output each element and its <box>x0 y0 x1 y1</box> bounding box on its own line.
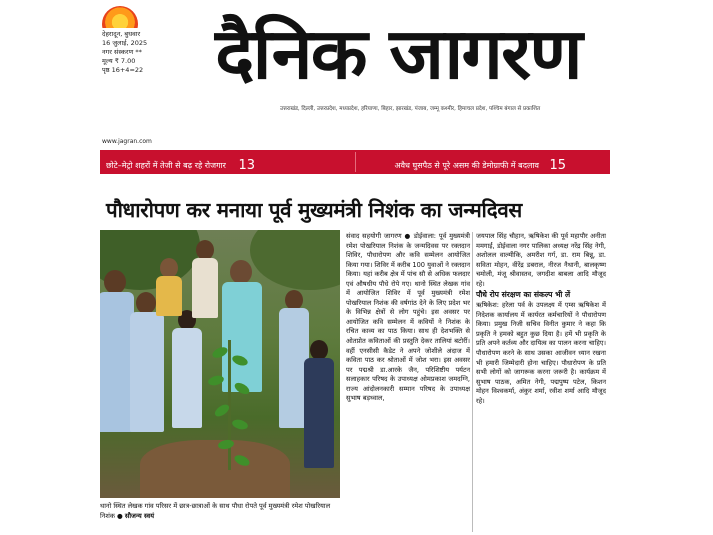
editions-line: उत्तराखंड, दिल्ली, उत्तरप्रदेश, मध्यप्रदेश, हरियाणा, बिहार, झारखंड, पंजाब, जम्मू कश्मीर, हिमाचल प्रदेश, पश्चिम बंगाल से प्रकाशित <box>280 106 541 112</box>
newspaper-page <box>100 0 610 535</box>
teaser-left <box>106 157 255 172</box>
sun-logo-icon <box>102 6 138 28</box>
article-body-1: संवाद सहयोगी जागरण ● डोईवाला: पूर्व मुख्यमंत्री रमेश पोखरियाल निशंक के जन्मदिवस पर रक्तदान शिविर, पौधारोपण और कवि सम्मेलन आयोजित किया गया। शिविर में करीब 100 युवाओं ने रक्तदान किया। यहां करीब क्षेत्र में पांच सौ से अधिक फलदार एवं औषधीय पौधे रोपे गए। थानो स्थित लेखक गांव में आयोजित शिविर में पूर्व मुख्यमंत्री रमेश पोखरियाल निशंक की वर्षगांठ देने के लिए प्रदेश भर के विभिन्न क्षेत्रों से लोग पहुंचे। इस अवसर पर आयोजित कवि सम्मेलन में कवियों ने निशंक के रचित काव्य का पाठ किया। साथ ही देशभक्ति से ओतप्रोत कविताओं की प्रस्तुति देकर तालियां बटोरीं। वहीं एनसीसी कैडेट ने अपने जोशीले अंदाज में कविता पाठ कर श्रोताओं में जोश भरा। इस अवसर पर पद्मश्री डा.आरके जैन, परिशिष्टीय पर्यटन सलाहकार परिषद के उपाध्यक्ष ओमप्रकाश जमदग्नि, राज्य आंदोलनकारी सम्मान परिषद के उपाध्यक्ष सुभाष बड़थ्वाल, <box>346 232 470 403</box>
caption-credit: सौजन्य स्वयं <box>124 511 155 520</box>
column-divider <box>472 232 473 532</box>
website-url: www.jagran.com <box>102 138 152 145</box>
band-divider <box>355 152 356 172</box>
teaser-band <box>100 150 610 174</box>
date: 16 जुलाई, 2025 <box>102 39 148 47</box>
teaser-left-text: छोटे–मेट्रो शहरों में तेजी से बढ़ रहे रोजगार <box>106 161 226 170</box>
article-headline: पौधारोपण कर मनाया पूर्व मुख्यमंत्री निशंक का जन्मदिवस <box>106 198 522 222</box>
article-body-3: ऋषिकेश: हरेला पर्व के उपलक्ष्य में एम्स ऋषिकेश में निदेशक कार्यालय में कार्यरत कर्मचारियों ने पौधारोपण किया। प्रमुख निजी सचिव विनीत कुमार ने कहा कि प्रकृति ने हमको बहुत कुछ दिया है। हमें भी प्रकृति के प्रति अपने कर्तव्य और दायित्व का पालन करना चाहिए। पौधारोपण करने के साथ उसका आजीवन ध्यान रखना भी हमारी जिम्मेदारी होना चाहिए। पौधारोपण के प्रति सभी लोगों को जागरूक करना जरूरी है। कार्यक्रम में सुभाष पाठक, अमित नेगी, पद्मपुष्प पटेल, किशन मोहन विश्वकर्मा, अंकुर शर्मा, रवीश शर्मा आदि मौजूद रहे। <box>476 301 606 405</box>
date-city: देहरादून, बुधवार <box>102 30 141 38</box>
page-count: पृष्ठ 16+4=22 <box>102 66 144 74</box>
dateline <box>102 30 182 75</box>
article-column-2 <box>476 232 606 406</box>
teaser-right <box>395 157 567 172</box>
photo-caption <box>100 502 346 521</box>
plantation-photo <box>100 230 340 498</box>
article-subhead: पौधे रोप संरक्षण का संकल्प भी लें <box>476 290 571 300</box>
teaser-right-page: 15 <box>549 158 566 173</box>
article-column-1 <box>346 232 470 404</box>
edition: नगर संस्करण ** <box>102 48 142 56</box>
caption-text: थानो स्थित लेखक गांव परिसर में छात्र-छात्राओं के साथ पौधा रोपते पूर्व मुख्यमंत्री रमेश पोखरियाल निशंक ● <box>100 502 331 520</box>
price: मूल्य ₹ 7.00 <box>102 57 136 65</box>
teaser-right-text: अवैध घुसपैठ से पूरे असम की डेमोग्राफी में बदलाव <box>394 161 539 170</box>
article-body-2: जयपाल सिंह चौहान, ऋषिकेश की पूर्व महापौर अनीता ममगाईं, डोईवाला नगर पालिका अध्यक्ष नरेंद्र सिंह नेगी, अशोलल वाल्मीकि, अमरीश गर्ग, डा. राम बिन्नू, डा. सविता मोहन, वीरेंद्र डबराल, नीरज नैथानी, बालकृष्ण चमोली, मंजू श्रीवास्तव, जगदीश बाबला आदि मौजूद रहे। <box>476 232 606 288</box>
teaser-left-page: 13 <box>238 158 256 173</box>
newspaper-title: दैनिक जागरण <box>215 13 581 95</box>
